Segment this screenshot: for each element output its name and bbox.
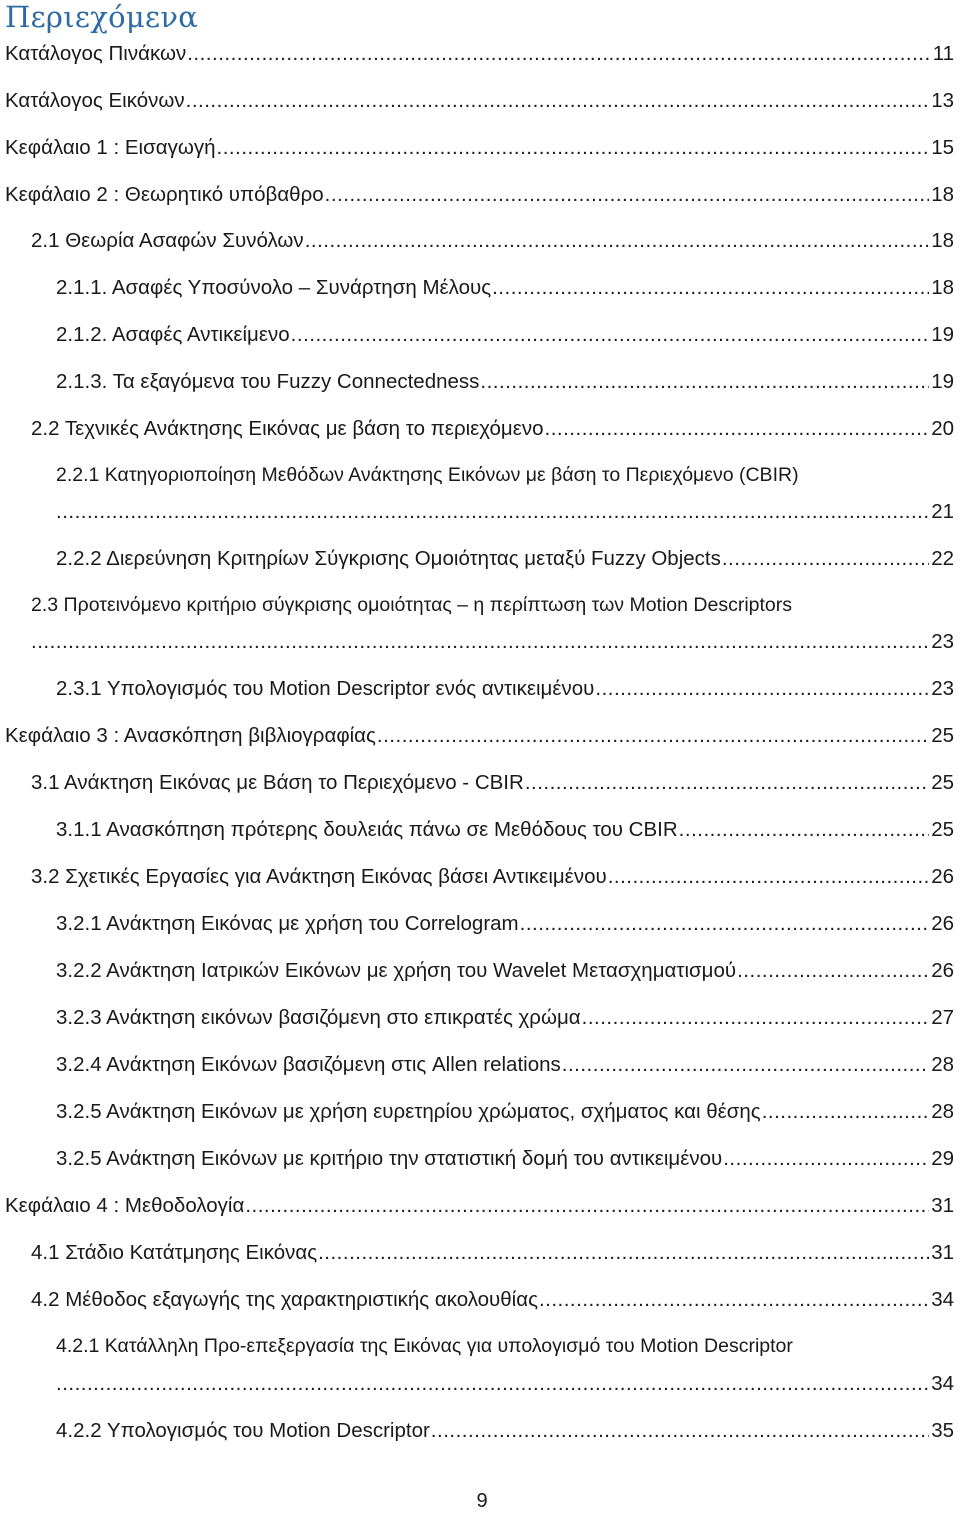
toc-entry[interactable] xyxy=(56,818,954,846)
toc-entry-label: 2.1.1. Ασαφές Υποσύνολο – Συνάρτηση Μέλους xyxy=(56,276,492,299)
toc-entry-label: 2.1.3. Τα εξαγόμενα του Fuzzy Connectedness xyxy=(56,370,480,393)
toc-entry-page: 19 xyxy=(931,370,954,393)
toc-entry-page: 22 xyxy=(931,547,954,570)
toc-entry[interactable] xyxy=(56,1372,954,1400)
toc-entry[interactable] xyxy=(5,89,954,117)
toc-entry[interactable] xyxy=(56,1419,954,1447)
dot-leader xyxy=(608,865,930,889)
toc-entry-label: 4.2.2 Υπολογισμός του Motion Descriptor xyxy=(56,1419,430,1442)
toc-entry[interactable] xyxy=(31,1288,954,1316)
dot-leader xyxy=(539,1288,929,1312)
dot-leader xyxy=(492,276,929,300)
toc-entry[interactable] xyxy=(31,229,954,257)
toc-entry-page: 34 xyxy=(931,1372,954,1395)
dot-leader xyxy=(187,42,931,66)
toc-entry-label: Κεφάλαιο 3 : Ανασκόπηση βιβλιογραφίας xyxy=(5,724,376,747)
toc-entry-label: 3.2 Σχετικές Εργασίες για Ανάκτηση Εικόνας βάσει Αντικειμένου xyxy=(31,865,607,888)
dot-leader xyxy=(562,1053,929,1077)
toc-entry-page: 19 xyxy=(931,323,954,346)
dot-leader xyxy=(762,1100,930,1124)
toc-entry-page: 11 xyxy=(932,42,954,65)
dot-leader xyxy=(377,724,929,748)
toc-entry[interactable] xyxy=(5,724,954,752)
toc-entry-page: 13 xyxy=(931,89,954,112)
toc-entry-page: 18 xyxy=(931,276,954,299)
toc-entry[interactable] xyxy=(5,1194,954,1222)
dot-leader xyxy=(305,229,930,253)
toc-entry-label: Κεφάλαιο 2 : Θεωρητικό υπόβαθρο xyxy=(5,183,324,206)
toc-entry-page: 28 xyxy=(931,1053,954,1076)
toc-entry-label: 3.2.5 Ανάκτηση Εικόνων με κριτήριο την στατιστική δομή του αντικειμένου xyxy=(56,1147,723,1170)
toc-entry-page: 25 xyxy=(931,818,954,841)
toc-entry-page: 26 xyxy=(931,865,954,888)
toc-entry-label[interactable]: 4.2.1 Κατάλληλη Προ-επεξεργασία της Εικόνας για υπολογισμό του Motion Descriptor xyxy=(56,1335,793,1357)
toc-entry-label: 3.1.1 Ανασκόπηση πρότερης δουλειάς πάνω σε Μεθόδους του CBIR xyxy=(56,818,678,841)
toc-entry-label: Κατάλογος Εικόνων xyxy=(5,89,185,112)
toc-entry-page: 23 xyxy=(931,677,954,700)
toc-entry[interactable] xyxy=(31,417,954,445)
toc-entry-label: 3.2.4 Ανάκτηση Εικόνων βασιζόμενη στις Allen relations xyxy=(56,1053,561,1076)
dot-leader xyxy=(480,370,929,394)
dot-leader xyxy=(545,417,930,441)
toc-entry-label: Κεφάλαιο 1 : Εισαγωγή xyxy=(5,136,216,159)
toc-entry-page: 25 xyxy=(931,771,954,794)
toc-entry[interactable] xyxy=(56,1147,954,1175)
dot-leader xyxy=(525,771,929,795)
toc-entry-label: 4.2 Μέθοδος εξαγωγής της χαρακτηριστικής ακολουθίας xyxy=(31,1288,538,1311)
toc-entry[interactable] xyxy=(56,547,954,575)
dot-leader xyxy=(582,1006,930,1030)
dot-leader xyxy=(679,818,930,842)
toc-entry-label: 3.2.2 Ανάκτηση Ιατρικών Εικόνων με χρήση του Wavelet Μετασχηματισμού xyxy=(56,959,737,982)
dot-leader xyxy=(56,500,929,524)
toc-entry-label: 2.1 Θεωρία Ασαφών Συνόλων xyxy=(31,229,304,252)
toc-entry[interactable] xyxy=(31,1241,954,1269)
toc-entry[interactable] xyxy=(56,1006,954,1034)
dot-leader xyxy=(245,1194,929,1218)
page-title: Περιεχόμενα xyxy=(5,0,199,34)
toc-entry-page: 27 xyxy=(931,1006,954,1029)
toc-entry[interactable] xyxy=(5,42,954,70)
toc-entry-label: 4.1 Στάδιο Κατάτμησης Εικόνας xyxy=(31,1241,318,1264)
toc-entry-label: 2.2.2 Διερεύνηση Κριτηρίων Σύγκρισης Ομοιότητας μεταξύ Fuzzy Objects xyxy=(56,547,721,570)
toc-entry-label[interactable]: 2.3 Προτεινόμενο κριτήριο σύγκρισης ομοιότητας – η περίπτωση των Motion Descriptors xyxy=(31,594,793,616)
toc-entry-page: 26 xyxy=(931,959,954,982)
toc-entry[interactable] xyxy=(56,500,954,528)
dot-leader xyxy=(431,1419,929,1443)
dot-leader xyxy=(291,323,930,347)
toc-entry-label: 3.1 Ανάκτηση Εικόνας με Βάση το Περιεχόμενο - CBIR xyxy=(31,771,524,794)
dot-leader xyxy=(520,912,930,936)
toc-entry-page: 15 xyxy=(931,136,954,159)
dot-leader xyxy=(217,136,930,160)
toc-entry[interactable] xyxy=(56,323,954,351)
toc-entry[interactable] xyxy=(56,1100,954,1128)
page-number: 9 xyxy=(476,1490,488,1512)
toc-entry-label: 2.2 Τεχνικές Ανάκτησης Εικόνας με βάση το περιεχόμενο xyxy=(31,417,544,440)
toc-entry-page: 31 xyxy=(931,1241,954,1264)
toc-entry-page: 29 xyxy=(931,1147,954,1170)
toc-entry[interactable] xyxy=(56,1053,954,1081)
dot-leader xyxy=(318,1241,929,1265)
toc-entry[interactable] xyxy=(56,912,954,940)
dot-leader xyxy=(56,1372,929,1396)
toc-entry-page: 20 xyxy=(931,417,954,440)
toc-entry-label: 3.2.3 Ανάκτηση εικόνων βασιζόμενη στο επικρατές χρώμα xyxy=(56,1006,581,1029)
toc-entry-page: 21 xyxy=(931,500,954,523)
toc-entry[interactable] xyxy=(56,370,954,398)
toc-entry[interactable] xyxy=(31,630,954,658)
toc-entry-page: 18 xyxy=(931,183,954,206)
toc-entry[interactable] xyxy=(5,136,954,164)
toc-entry-page: 34 xyxy=(931,1288,954,1311)
toc-entry-label: 3.2.5 Ανάκτηση Εικόνων με χρήση ευρετηρίου χρώματος, σχήματος και θέσης xyxy=(56,1100,761,1123)
dot-leader xyxy=(723,1147,929,1171)
dot-leader xyxy=(31,630,929,654)
dot-leader xyxy=(325,183,930,207)
toc-entry-label: 2.3.1 Υπολογισμός του Motion Descriptor ενός αντικειμένου xyxy=(56,677,595,700)
toc-entry-page: 31 xyxy=(931,1194,954,1217)
toc-entry-label: 3.2.1 Ανάκτηση Εικόνας με χρήση του Correlogram xyxy=(56,912,519,935)
toc-entry-page: 25 xyxy=(931,724,954,747)
toc-entry-label[interactable]: 2.2.1 Κατηγοριοποίηση Μεθόδων Ανάκτησης Εικόνων με βάση το Περιεχόμενο (CBIR) xyxy=(56,464,799,486)
toc-entry[interactable] xyxy=(31,771,954,799)
toc-entry[interactable] xyxy=(31,865,954,893)
toc-entry-label: Κατάλογος Πινάκων xyxy=(5,42,187,65)
toc-entry-page: 18 xyxy=(931,229,954,252)
toc-entry-page: 35 xyxy=(931,1419,954,1442)
toc-entry-page: 26 xyxy=(931,912,954,935)
dot-leader xyxy=(737,959,929,983)
dot-leader xyxy=(186,89,930,113)
toc-entry-page: 28 xyxy=(931,1100,954,1123)
toc-entry-label: Κεφάλαιο 4 : Μεθοδολογία xyxy=(5,1194,245,1217)
dot-leader xyxy=(722,547,929,571)
toc-entry[interactable] xyxy=(5,183,954,211)
toc-entry[interactable] xyxy=(56,677,954,705)
toc-entry[interactable] xyxy=(56,959,954,987)
toc-entry[interactable] xyxy=(56,276,954,304)
dot-leader xyxy=(595,677,929,701)
toc-entry-label: 2.1.2. Ασαφές Αντικείμενο xyxy=(56,323,290,346)
toc-entry-page: 23 xyxy=(931,630,954,653)
